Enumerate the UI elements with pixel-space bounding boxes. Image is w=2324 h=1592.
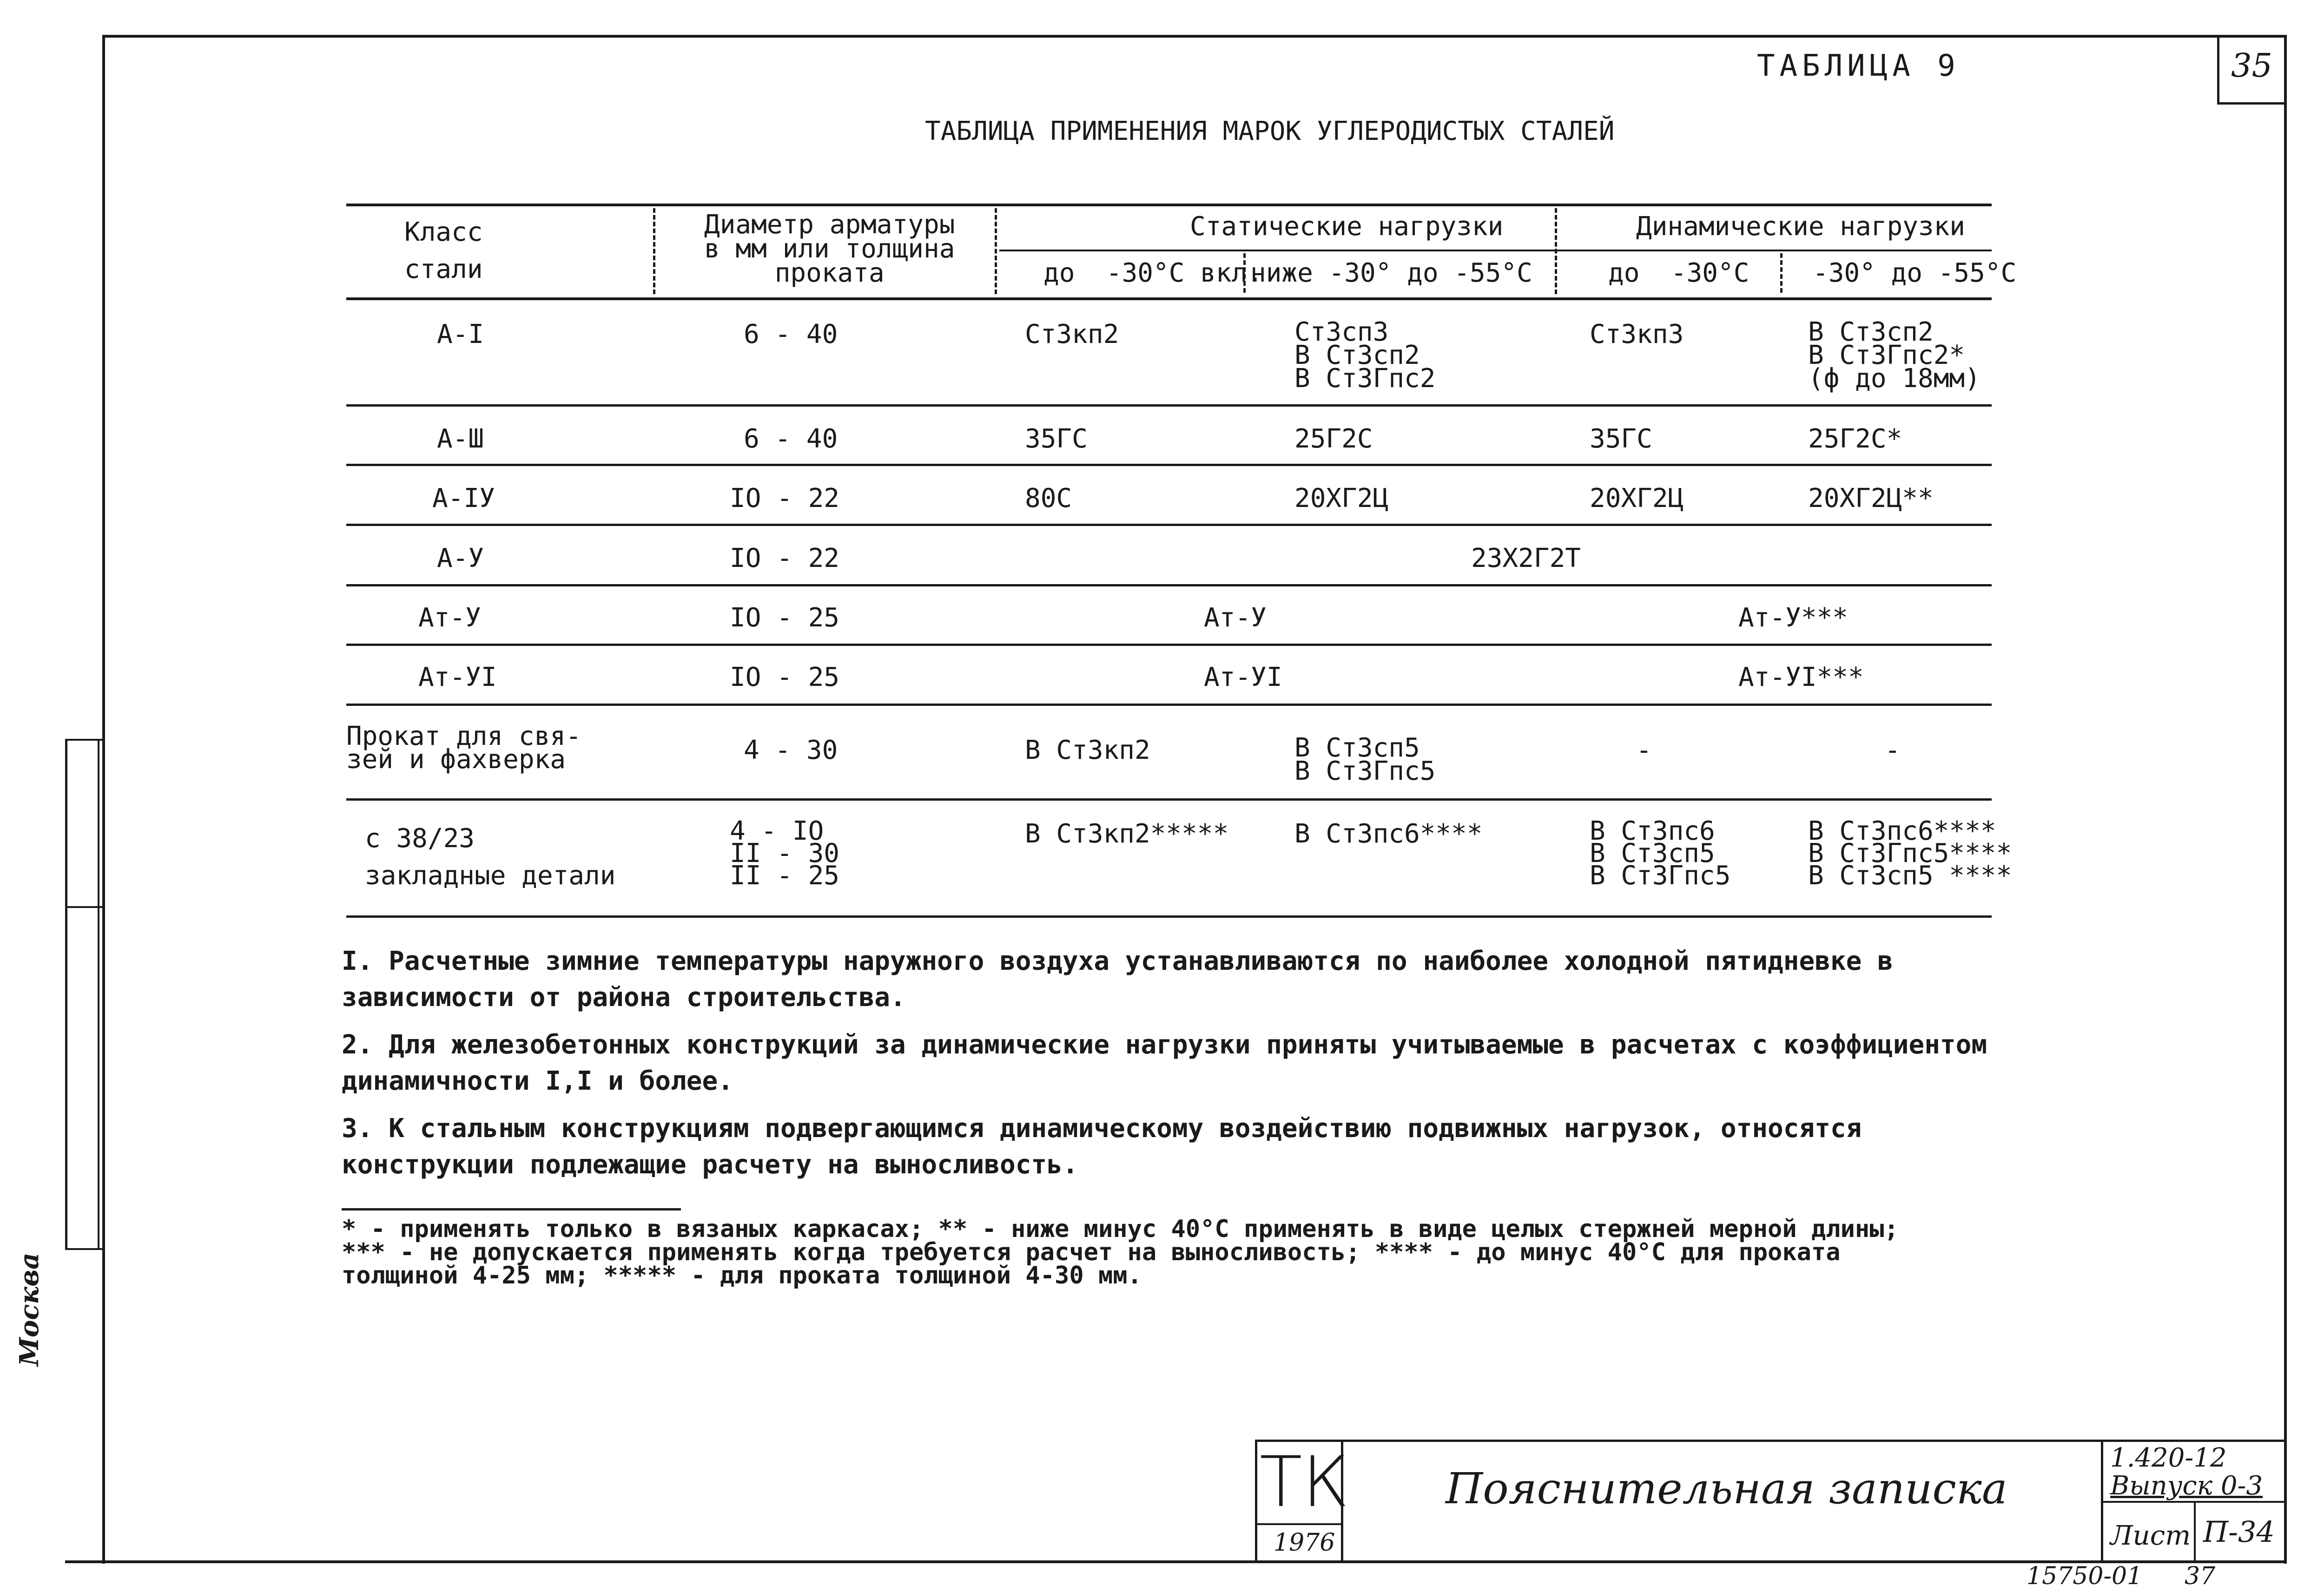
bottom-num: 37 [2185, 1562, 2216, 1590]
table-row-cls: А-IУ [432, 483, 495, 513]
stamp-sheet-label: Лист [2110, 1520, 2191, 1551]
table-label: ТАБЛИЦА 9 [1757, 49, 1960, 83]
rule-2 [346, 464, 1992, 466]
table-row-cls: Ат-У [418, 603, 481, 633]
sep-head-3 [1555, 208, 1557, 294]
header-static-sub2: ниже -30° до -55°С [1250, 258, 1532, 288]
table-row-cls: Прокат для свя- зей и фахверка [346, 721, 581, 775]
table-row-d1: Ст3кп3 [1590, 319, 1684, 349]
rule-7 [346, 798, 1992, 801]
frame-top [102, 35, 2287, 38]
rule-6 [346, 704, 1992, 706]
table-row-cls: А-I [437, 319, 484, 349]
stamp-left [1255, 1440, 1257, 1563]
note-3: 3. К стальным конструкциям подвергающимся динамическому воздействию подвижных нагрузок, относятся конструкции подлежащие расчету на выносливость. [342, 1113, 1862, 1180]
table-row-static-merged: Ат-УI [1204, 662, 1282, 692]
frame-right [2284, 35, 2287, 1564]
stamp-top [1255, 1440, 2287, 1442]
rule-5 [346, 644, 1992, 646]
table-row-diam: IO - 22 [730, 543, 840, 573]
frame-bottom [65, 1560, 2287, 1563]
table-row-d2: 25Г2С* [1808, 424, 1902, 454]
table-row-cls: Ат-УI [418, 662, 497, 692]
sep-head-5 [1780, 253, 1783, 293]
stamp-doc-title: Пояснительная записка [1446, 1464, 2007, 1513]
table-row-static-merged: Ат-У [1204, 603, 1267, 633]
table-row-cls: А-Ш [437, 424, 484, 454]
table-row-d2: - [1885, 735, 1901, 765]
rule-3 [346, 524, 1992, 526]
table-row-diam: IO - 25 [730, 603, 840, 633]
header-dynamic: Динамические нагрузки [1636, 211, 1966, 242]
stamp-sheet-value: П-34 [2203, 1515, 2275, 1549]
table-row-d1: В Ст3пс6 В Ст3сп5 В Ст3Гпс5 [1590, 816, 1731, 891]
table-row-s1: 80С [1025, 483, 1072, 513]
stamp-tk: ТК [1260, 1442, 1349, 1523]
rule-8 [346, 915, 1992, 918]
footnote-rule [342, 1208, 681, 1210]
binding-strip-mid [65, 906, 102, 908]
header-dynamic-sub1: до -30°С [1608, 258, 1750, 288]
rule-4 [346, 584, 1992, 586]
table-row-d1: 35ГС [1590, 424, 1652, 454]
frame-left [102, 35, 105, 1564]
table-row-cls: А-У [437, 543, 484, 573]
table-row-diam: 6 - 40 [744, 319, 838, 349]
note-2: 2. Для железобетонных конструкций за динамические нагрузки приняты учитываемые в расчетах с коэффициентом динамичности I,I и более. [342, 1030, 1987, 1096]
rule-sub [999, 250, 1992, 251]
rule-top [346, 204, 1992, 206]
table-row-s2: В Ст3сп5 В Ст3Гпс5 [1294, 733, 1436, 786]
page-title: ТАБЛИЦА ПРИМЕНЕНИЯ МАРОК УГЛЕРОДИСТЫХ СТАЛЕЙ [925, 116, 1615, 146]
table-row-diam: IO - 25 [730, 662, 840, 692]
binding-strip-outer [65, 739, 67, 1250]
table-row-s2: Ст3сп3 В Ст3сп2 В Ст3Гпс2 [1294, 317, 1436, 394]
sep-head-1 [653, 208, 655, 294]
table-row-diam: IO - 22 [730, 483, 840, 513]
bottom-code: 15750-01 [2027, 1562, 2143, 1590]
sheetnum-box-bottom [2217, 102, 2287, 105]
sep-head-2 [995, 208, 997, 294]
stamp-sheet-sep [2194, 1501, 2196, 1563]
table-row-s1: 35ГС [1025, 424, 1088, 454]
table-row-d2: 20ХГ2Ц** [1808, 483, 1934, 513]
stamp-year-sep [1255, 1523, 1343, 1525]
table-row-d2: В Ст3пс6**** В Ст3Гпс5**** В Ст3сп5 **** [1808, 816, 2012, 891]
table-row-diam: 6 - 40 [744, 424, 838, 454]
sheetnum-box-left [2217, 35, 2219, 105]
note-1: I. Расчетные зимние температуры наружного воздуха устанавливаются по наиболее холодной пятидневке в зависимости от района строительства. [342, 946, 1893, 1013]
table-row-s1: В Ст3кп2 [1025, 735, 1150, 765]
stamp-year: 1976 [1274, 1529, 1335, 1557]
stamp-issue: Выпуск 0-3 [2110, 1471, 2263, 1501]
rule-1 [346, 404, 1992, 407]
table-row-cls: с 38/23 закладные детали [365, 823, 616, 891]
table-row-s2: В Ст3пс6**** [1294, 819, 1483, 849]
binding-strip-bottom [65, 1248, 102, 1250]
table-row-s1: Ст3кп2 [1025, 319, 1119, 349]
header-class: Класс стали [404, 217, 483, 284]
table-row-s1: В Ст3кп2***** [1025, 819, 1229, 849]
sheet-number: 35 [2231, 46, 2273, 85]
table-row-merged: 23Х2Г2Т [1471, 543, 1581, 573]
table-row-diam: 4 - 30 [744, 735, 838, 765]
table-row-dynamic-merged: Ат-УI*** [1738, 662, 1864, 692]
stamp-code: 1.420-12 [2110, 1443, 2227, 1473]
table-row-d2: В Ст3сп2 В Ст3Гпс2* (ф до 18мм) [1808, 317, 1981, 394]
binding-strip-top [65, 739, 102, 741]
header-diameter: Диаметр арматуры в мм или толщина проката [704, 210, 955, 288]
table-row-d1: - [1636, 735, 1652, 765]
binding-strip-inner [98, 739, 99, 1250]
table-row-diam: 4 - IO II - 30 II - 25 [730, 816, 840, 891]
table-row-s2: 20ХГ2Ц [1294, 483, 1389, 513]
table-row-dynamic-merged: Ат-У*** [1738, 603, 1849, 633]
rule-head-bottom [346, 297, 1992, 300]
side-city-label: Москва [14, 1252, 45, 1366]
footnote: * - применять только в вязаных каркасах; ** - ниже минус 40°С применять в виде целых стержней мерной длины; *** - не допускается применять когда требуется расчет на выносливость; **** - до минус 40°С для проката толщиной 4-25 мм; ***** - для проката толщиной 4-30 мм. [342, 1215, 1899, 1289]
header-static: Статические нагрузки [1190, 211, 1504, 242]
table-row-d1: 20ХГ2Ц [1590, 483, 1684, 513]
table-row-s2: 25Г2С [1294, 424, 1373, 454]
header-static-sub1: до -30°С вкл. [1043, 258, 1263, 288]
header-dynamic-sub2: -30° до -55°С [1813, 258, 2017, 288]
